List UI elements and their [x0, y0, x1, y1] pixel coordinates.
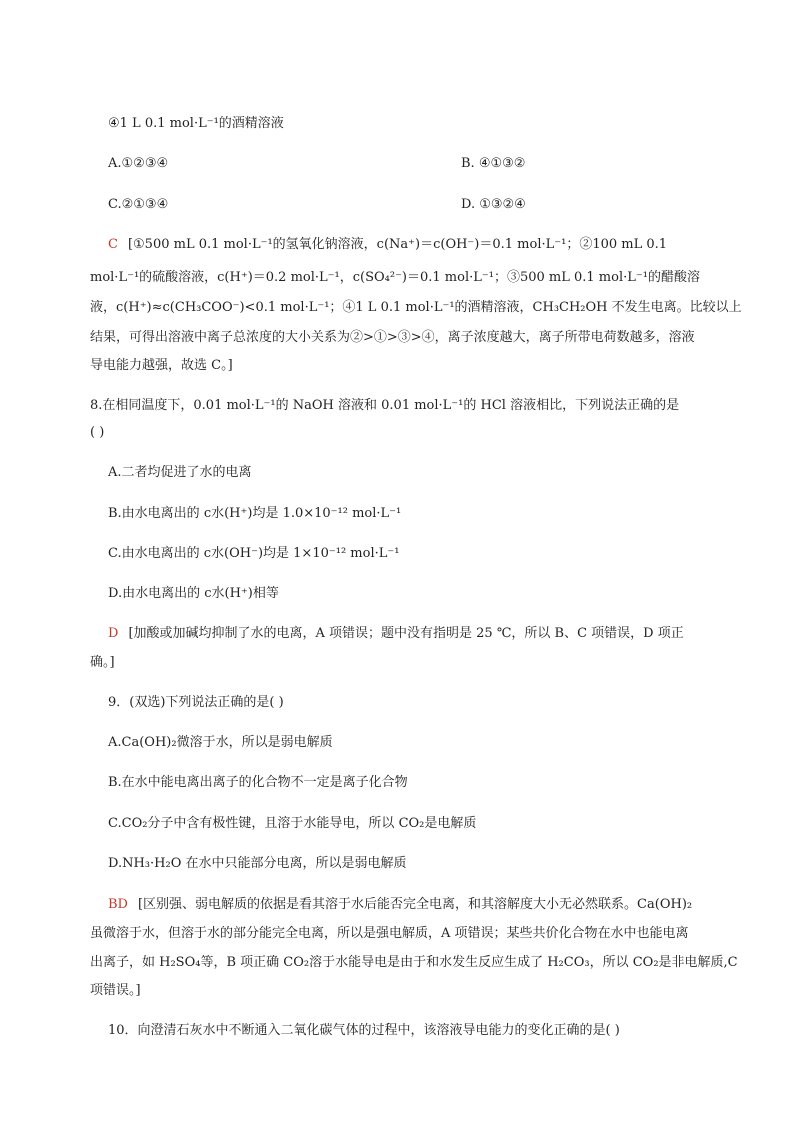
q8-explanation-line-2: 确。] [90, 655, 115, 670]
q7-explanation-line-5: 导电能力越强，故选 C。] [90, 358, 233, 373]
q7-options-row-1 [108, 154, 526, 174]
q9-explanation-line-1: BD [区别强、弱电解质的依据是看其溶于水后能否完全电离，和其溶解度大小无必然联系。Ca(OH)₂ [108, 897, 693, 912]
q8-option-d: D.由水电离出的 c水(H⁺)相等 [108, 586, 279, 601]
q7-option-c: C.②①③④ [108, 197, 169, 212]
q7-explanation-line-4: 结果，可得出溶液中离子总浓度的大小关系为②>①>③>④，离子浓度越大，离子所带电荷数越多，溶液 [90, 330, 695, 345]
q9-option-c: C.CO₂分子中含有极性键，且溶于水能导电，所以 CO₂是电解质 [108, 816, 477, 831]
q7-answer: C [108, 237, 118, 252]
q7-explanation-line-1: C [①500 mL 0.1 mol·L⁻¹的氢氧化钠溶液，c(Na⁺)＝c(OH⁻)＝0.1 mol·L⁻¹；②100 mL 0.1 [108, 237, 668, 252]
q8-stem-line-1: 8.在相同温度下，0.01 mol·L⁻¹的 NaOH 溶液和 0.01 mol·L⁻¹的 HCl 溶液相比，下列说法正确的是 [90, 398, 680, 413]
q7-option-d: D. ①③②④ [461, 197, 526, 212]
q9-explanation-line-2: 虽微溶于水，但溶于水的部分能完全电离，所以是强电解质，A 项错误；某些共价化合物在水中也能电离 [90, 926, 689, 941]
q9-option-b: B.在水中能电离出离子的化合物不一定是离子化合物 [108, 775, 408, 790]
q7-option-a: A.①②③④ [108, 156, 169, 171]
q9-stem: 9．(双选)下列说法正确的是( ) [108, 695, 284, 710]
q8-answer: D [108, 626, 119, 641]
q7-explanation-line-3: 液，c(H⁺)≈c(CH₃COO⁻)<0.1 mol·L⁻¹；④1 L 0.1 mol·L⁻¹的酒精溶液，CH₃CH₂OH 不发生电离。比较以上 [90, 300, 742, 315]
q9-option-d: D.NH₃·H₂O 在水中只能部分电离，所以是弱电解质 [108, 856, 407, 871]
q10-stem: 10．向澄清石灰水中不断通入二氧化碳气体的过程中，该溶液导电能力的变化正确的是( ) [108, 1023, 620, 1038]
q8-option-c: C.由水电离出的 c水(OH⁻)均是 1×10⁻¹² mol·L⁻¹ [108, 546, 400, 561]
q8-stem-line-2: ( ) [90, 425, 105, 440]
q7-item-4: ④1 L 0.1 mol·L⁻¹的酒精溶液 [108, 116, 284, 131]
q9-explanation-line-3: 出离子，如 H₂SO₄等，B 项正确 CO₂溶于水能导电是由于和水发生反应生成了 H₂CO₃，所以 CO₂是非电解质,C [90, 955, 738, 970]
q8-option-a: A.二者均促进了水的电离 [108, 465, 252, 480]
q8-option-b: B.由水电离出的 c水(H⁺)均是 1.0×10⁻¹² mol·L⁻¹ [108, 506, 402, 521]
q8-explanation-line-1: D [加酸或加碱均抑制了水的电离，A 项错误；题中没有指明是 25 ℃，所以 B、C 项错误，D 项正 [108, 626, 684, 641]
q7-options-row-2 [108, 195, 526, 215]
q7-explanation-line-2: mol·L⁻¹的硫酸溶液，c(H⁺)＝0.2 mol·L⁻¹，c(SO₄²⁻)＝0.1 mol·L⁻¹；③500 mL 0.1 mol·L⁻¹的醋酸溶 [90, 270, 700, 285]
q7-option-b: B. ④①③② [461, 156, 526, 171]
q9-option-a: A.Ca(OH)₂微溶于水，所以是弱电解质 [108, 735, 333, 750]
q9-answer: BD [108, 897, 128, 912]
q9-explanation-line-4: 项错误。] [90, 983, 141, 998]
